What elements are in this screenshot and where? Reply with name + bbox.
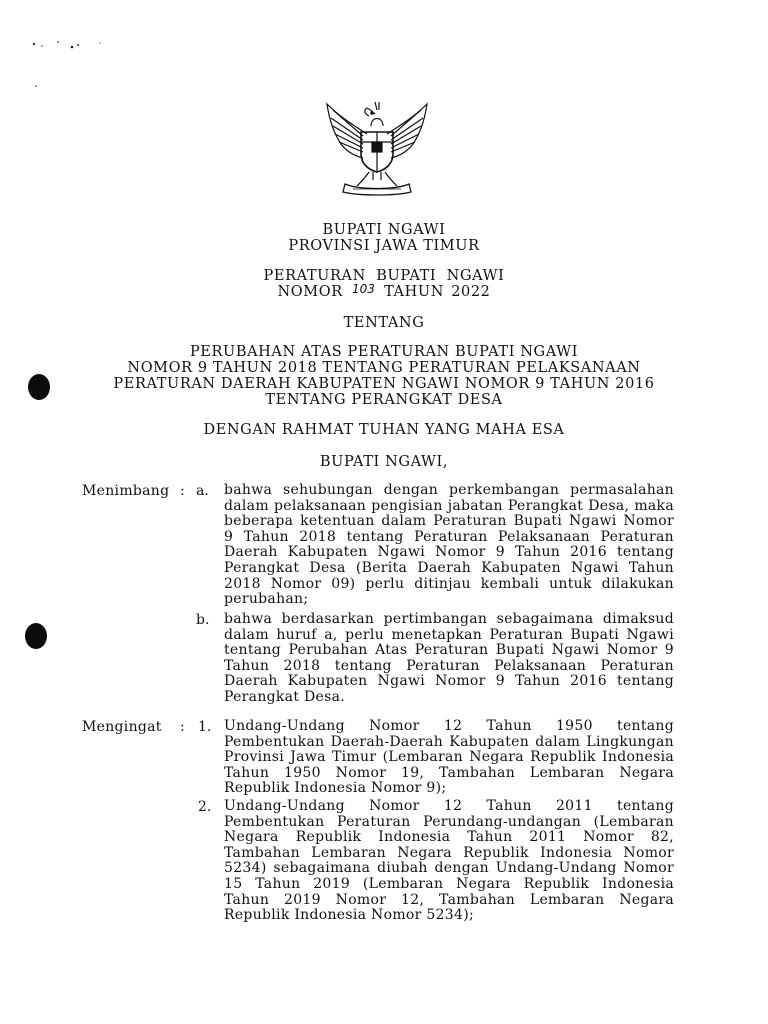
- nomor-year: TAHUN 2022: [384, 284, 491, 300]
- subject-line: NOMOR 9 TAHUN 2018 TENTANG PERATURAN PELAKSANAAN: [127, 360, 641, 376]
- mengingat-item-1: Undang-Undang Nomor 12 Tahun 1950 tentang Pembentukan Daerah-Daerah Kabupaten dalam Lingkungan Provinsi Jawa Timur (Lembaran Negara Republik Indonesia Tahun 1950 Nomor 19, Tambahan Lembaran Negara Republik Indonesia Nomor 9);: [224, 718, 674, 797]
- item-marker: 2.: [198, 799, 212, 815]
- subject-line: TENTANG PERANGKAT DESA: [265, 392, 503, 408]
- regulation-number: [0, 284, 768, 300]
- menimbang-item-b: bahwa berdasarkan pertimbangan sebagaimana dimaksud dalam huruf a, perlu menetapkan Peraturan Bupati Ngawi tentang Perubahan Atas Peraturan Bupati Ngawi Nomor 9 Tahun 2018 tentang Peraturan Pelaksanaan Peraturan Daerah Kabupaten Ngawi Nomor 9 Tahun 2016 tentang Perangkat Desa.: [224, 611, 674, 705]
- scan-specks: [28, 36, 118, 96]
- menimbang-label: Menimbang: [82, 483, 170, 499]
- garuda-pancasila-emblem-icon: [319, 96, 435, 196]
- subject-line: PERUBAHAN ATAS PERATURAN BUPATI NGAWI: [189, 344, 579, 360]
- item-marker: b.: [196, 612, 210, 628]
- subject-line: PERATURAN DAERAH KABUPATEN NGAWI NOMOR 9 TAHUN 2016: [113, 376, 655, 392]
- menimbang-item-a: bahwa sehubungan dengan perkembangan permasalahan dalam pelaksanaan pengisian jabatan Perangkat Desa, maka beberapa ketentuan dalam Peraturan Bupati Ngawi Nomor 9 Tahun 2018 tentang Peraturan Pelaksanaan Peraturan Daerah Kabupaten Ngawi Nomor 9 Tahun 2016 tentang Perangkat Desa (Berita Daerah Kabupaten Ngawi Tahun 2018 Nomor 09) perlu ditinjau kembali untuk dilakukan perubahan;: [224, 482, 674, 608]
- province-title: PROVINSI JAWA TIMUR: [288, 238, 480, 254]
- menimbang-colon: :: [180, 483, 185, 499]
- official-signatory: BUPATI NGAWI,: [319, 454, 449, 470]
- preamble: DENGAN RAHMAT TUHAN YANG MAHA ESA: [203, 422, 565, 438]
- item-marker: a.: [196, 483, 209, 499]
- punch-hole-middle: [25, 623, 47, 649]
- handwritten-number: 103: [351, 282, 375, 296]
- office-title: BUPATI NGAWI: [322, 222, 446, 238]
- nomor-prefix: NOMOR: [277, 284, 343, 300]
- tentang-heading: TENTANG: [343, 315, 425, 331]
- mengingat-item-2: Undang-Undang Nomor 12 Tahun 2011 tentang Pembentukan Peraturan Perundang-undangan (Lembaran Negara Republik Indonesia Tahun 2011 Nomor 82, Tambahan Lembaran Negara Republik Indonesia Nomor 5234) sebagaimana diubah dengan Undang-Undang Nomor 15 Tahun 2019 (Lembaran Negara Republik Indonesia Tahun 2019 Nomor 12, Tambahan Lembaran Negara Republik Indonesia Nomor 5234);: [224, 798, 674, 924]
- mengingat-label: Mengingat: [82, 719, 162, 735]
- mengingat-colon: :: [180, 719, 185, 735]
- item-marker: 1.: [198, 719, 212, 735]
- regulation-title: PERATURAN BUPATI NGAWI: [263, 268, 505, 284]
